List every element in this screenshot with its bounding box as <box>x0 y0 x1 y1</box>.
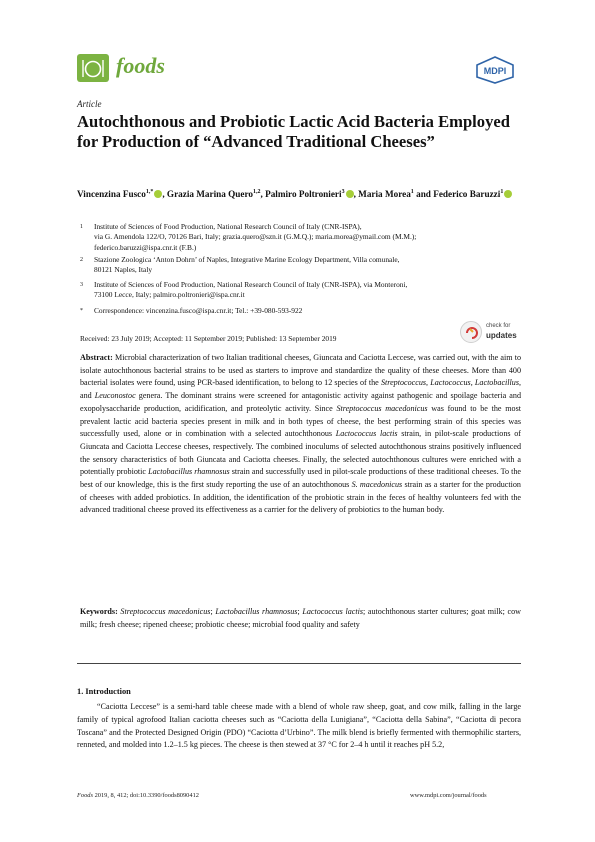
paper-title: Autochthonous and Probiotic Lactic Acid Bacteria Employed for Production of “Advanced Traditional Cheeses” <box>77 112 510 151</box>
affiliation-text <box>94 255 522 276</box>
journal-name: foods <box>116 53 165 78</box>
journal-logo-icon <box>77 54 109 82</box>
section-paragraph: “Caciotta Leccese” is a semi-hard table cheese made with a blend of whole raw sheep, goat, and cow milk, falling in the large family of typical agrofood Italian caciotta cheeses such as “Caciotta della Lunigiana”, “Caciotta della Sabina”, “Caciotta di pecora Toscana” and the Protected Designed Origin (PDO) “Caciotta d’Urbino”. The milk blend is briefly fermented with thermophilic starters, renneted, and molded into 1.2–1.5 kg pieces. The cheese is then stewed at 37 °C for 2–4 h until it reaches pH 5.2, <box>77 702 521 750</box>
article-type: Article <box>77 99 102 109</box>
footer-url[interactable]: www.mdpi.com/journal/foods <box>410 792 487 799</box>
author-separator: and <box>413 189 434 200</box>
affiliation-text <box>94 222 522 253</box>
svg-text:MDPI: MDPI <box>483 66 507 76</box>
affiliation-line: Institute of Sciences of Food Production, National Research Council of Italy (CNR-ISPA), <box>94 222 362 231</box>
footer-citation <box>77 792 199 799</box>
text-run: , <box>470 378 475 388</box>
species-name: Lactobacillus <box>474 378 519 388</box>
mdpi-logo-icon <box>473 56 517 84</box>
species-name: Leuconostoc <box>94 391 136 401</box>
affiliation-line: 73100 Lecce, Italy; palmiro.poltronieri@ispa.cnr.it <box>94 290 245 300</box>
affiliation-text <box>94 280 522 301</box>
author-name: Federico Baruzzi <box>433 189 501 200</box>
author-affiliation-mark: 1,* <box>145 189 154 195</box>
abstract <box>80 352 521 517</box>
publication-dates: Received: 23 July 2019; Accepted: 11 September 2019; Published: 13 September 2019 <box>80 334 337 343</box>
species-name: Lactococcus lactis <box>302 607 364 616</box>
species-name: S. macedonicus <box>351 480 403 490</box>
affiliation-number: 2 <box>80 257 83 263</box>
author-separator: , <box>162 189 167 200</box>
affiliation-text <box>94 306 522 316</box>
text-run: ; <box>210 607 216 616</box>
affiliation-line: Correspondence: vincenzina.fusco@ispa.cnr.it; Tel.: +39-080-593-922 <box>94 306 303 315</box>
author-name: Vincenzina Fusco <box>77 189 146 200</box>
author-affiliation-mark: 1 <box>410 189 414 195</box>
orcid-icon[interactable] <box>504 190 512 198</box>
affiliation-number: 1 <box>80 224 83 230</box>
text-run: genera. The dominant strains were screened for antagonistic activity against pathogenic and spoilage bacteria and exopolysaccharide production, acidification, and proteolytic activity. Since <box>80 391 521 413</box>
keywords <box>80 606 521 631</box>
affiliation-line: via G. Amendola 122/O, 70126 Bari, Italy; grazia.quero@szn.it (G.M.Q.); maria.morea@ymail.com (M.M.); <box>94 232 417 242</box>
orcid-icon[interactable] <box>346 190 354 198</box>
text-run: , <box>426 378 431 388</box>
check-updates-icon <box>460 321 482 343</box>
author-affiliation-mark: 3 <box>341 189 345 195</box>
keywords-text <box>80 607 521 629</box>
abstract-label: Abstract: <box>80 353 113 362</box>
affiliation-line: Stazione Zoologica ‘Anton Dohrn’ of Naples, Integrative Marine Ecology Department, Villa comunale, <box>94 255 400 264</box>
text-run: strain as a starter for the production of cheeses with added probiotics. In addition, the identification of the probiotic strain in the feces of healthy volunteers fed with the advanced traditional cheese proved its effectiveness as a carrier for the delivery of probiotics to the human body. <box>80 480 521 515</box>
affiliation-line: 80121 Naples, Italy <box>94 265 153 275</box>
text-run: strain, in pilot-scale productions of Giuncata and Caciotta Leccese cheeses, respectively. The combined inoculums of selected autochthonous strains positively influenced the sensory characteristics of both Giuncata and Caciotta cheeses. Finally, the selected autochthonous cultures were enriched with a potentially probiotic <box>80 429 521 477</box>
author-affiliation-mark: 1,2 <box>253 189 261 195</box>
species-name: Streptococcus <box>380 378 427 388</box>
keywords-label: Keywords: <box>80 607 118 616</box>
check-updates-label: check for <box>486 323 511 329</box>
species-name: Streptococcus macedonicus <box>120 607 211 616</box>
text-run: ; autochthonous starter cultures; goat milk; cow milk; fresh cheese; ripened cheese; probiotic cheese; microbial food quality and safety <box>80 607 521 629</box>
affiliation-number: 3 <box>80 282 83 288</box>
species-name: Lactococcus lactis <box>335 429 398 439</box>
footer-journal: Foods <box>77 792 93 799</box>
affiliation-number: * <box>80 308 83 314</box>
affiliation-line: federico.baruzzi@ispa.cnr.it (F.B.) <box>94 242 197 252</box>
divider <box>77 663 521 664</box>
author-name: Grazia Marina Quero <box>166 189 253 200</box>
check-updates-label-bold: updates <box>486 331 517 340</box>
author-name: Maria Morea <box>358 189 411 200</box>
text-run: was found to be the most prevalent lactic acid bacteria species present in milk and in both types of cheese, the best performing strain of this species was successfully used, alone or in combination with a selected autochthonous <box>80 403 521 439</box>
author-separator: , <box>353 189 359 200</box>
species-name: Lactococcus <box>430 378 471 388</box>
species-name: Lactobacillus rhamnosus <box>148 467 230 477</box>
check-for-updates-badge[interactable] <box>460 321 520 343</box>
text-run: , and <box>80 378 522 401</box>
text-run: Microbial characterization of two Italian traditional cheeses, Giuncata and Caciotta Leccese, was carried out, with the aim to isolate autochthonous bacterial strains to be used as starters to improve and standardize the quality of these cheeses. More than 400 bacterial isolates were found, using PCR-based identification, to belong to 12 species of the <box>80 353 521 388</box>
abstract-text <box>80 353 521 514</box>
section-heading: 1. Introduction <box>77 687 131 696</box>
text-run: strain and successfully used in pilot-scale productions of these traditional cheeses. To the best of our knowledge, this is the first study reporting the use of an autochthonous <box>80 467 521 490</box>
author-affiliation-mark: 1 <box>500 189 504 195</box>
text-run: ; <box>297 607 303 616</box>
species-name: Lactobacillus rhamnosus <box>215 607 298 616</box>
author-separator: , <box>260 189 266 200</box>
species-name: Streptococcus macedonicus <box>336 403 428 413</box>
affiliation-line: Institute of Sciences of Food Production, National Research Council of Italy (CNR-ISPA), via Monteroni, <box>94 280 408 289</box>
footer-doi: 2019, 8, 412; doi:10.3390/foods8090412 <box>92 792 199 799</box>
author-name: Palmiro Poltronieri <box>265 189 342 200</box>
author-list <box>77 185 517 201</box>
